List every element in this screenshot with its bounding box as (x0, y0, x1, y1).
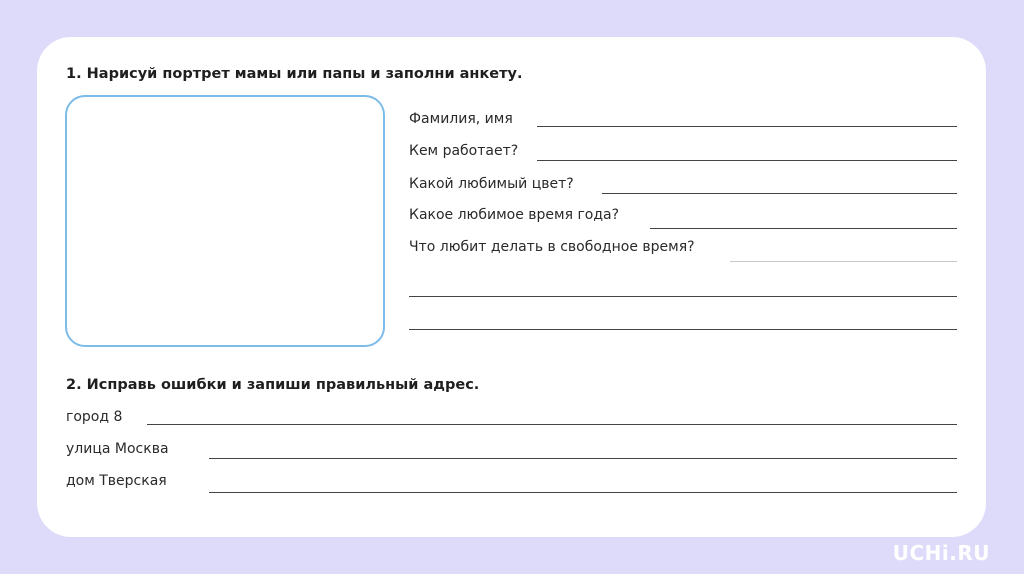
field-label-color: Какой любимый цвет? (409, 176, 574, 192)
field-label-name: Фамилия, имя (409, 111, 513, 127)
field-label-hobby: Что любит делать в свободное время? (409, 239, 695, 255)
answer-line-extra-2[interactable] (409, 329, 957, 330)
answer-line-name[interactable] (537, 126, 957, 127)
address-label-street: улица Москва (66, 441, 169, 457)
answer-line-house[interactable] (209, 492, 957, 493)
answer-line-hobby[interactable] (730, 261, 957, 262)
answer-line-city[interactable] (147, 424, 957, 425)
answer-line-street[interactable] (209, 458, 957, 459)
answer-line-color[interactable] (602, 193, 957, 194)
answer-line-job[interactable] (537, 160, 957, 161)
answer-line-season[interactable] (650, 228, 957, 229)
address-label-city: город 8 (66, 409, 123, 425)
task1-heading: 1. Нарисуй портрет мамы или папы и заполни анкету. (66, 66, 523, 82)
field-label-job: Кем работает? (409, 143, 519, 159)
address-label-house: дом Тверская (66, 473, 167, 489)
brand-logo: UCHi.RU (892, 541, 990, 565)
portrait-drawing-area[interactable] (65, 95, 385, 347)
task2-heading: 2. Исправь ошибки и запиши правильный адрес. (66, 377, 480, 393)
answer-line-extra-1[interactable] (409, 296, 957, 297)
field-label-season: Какое любимое время года? (409, 207, 620, 223)
